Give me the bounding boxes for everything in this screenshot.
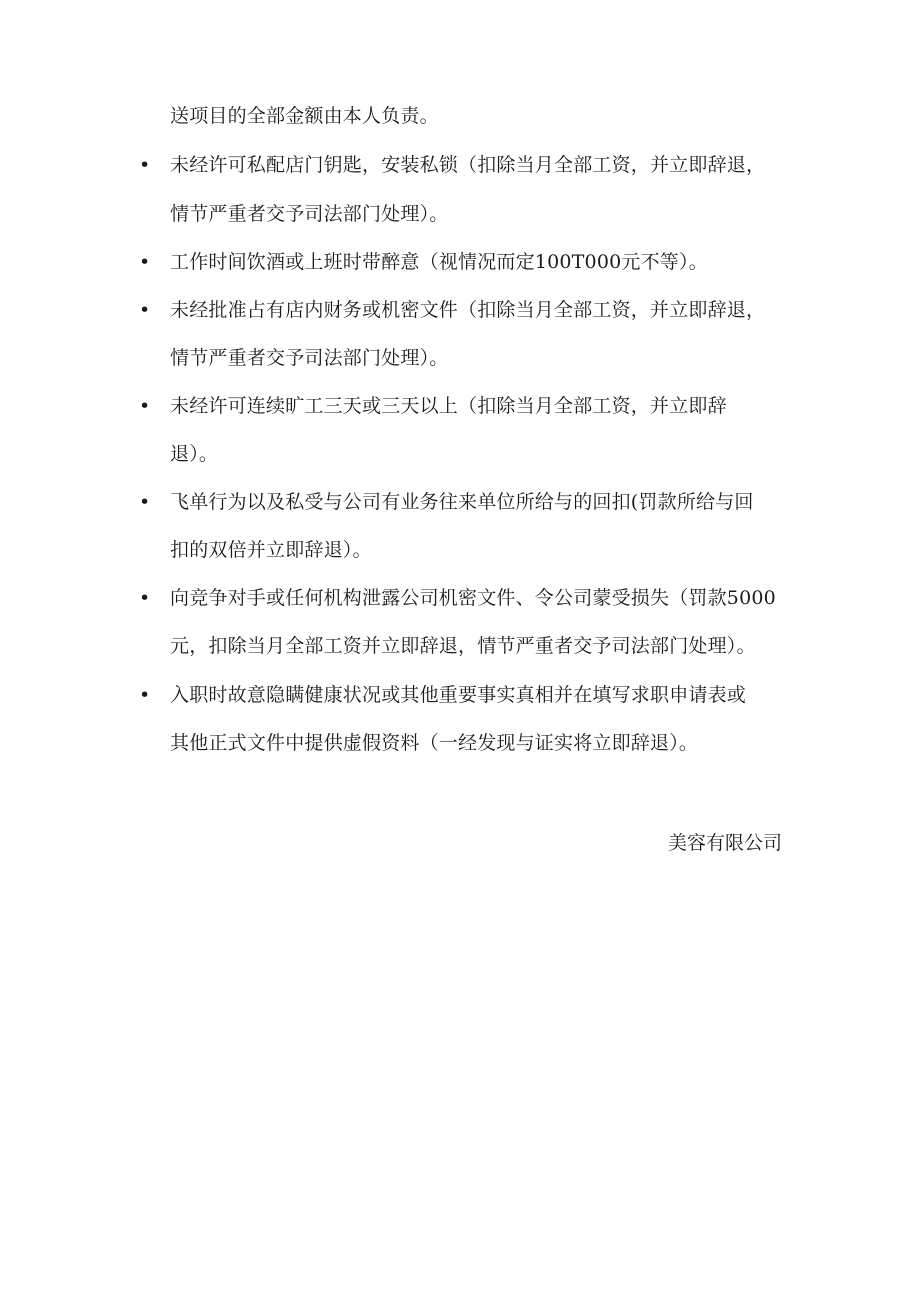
list-item-line: 未经许可私配店门钥匙，安装私锁（扣除当月全部工资，并立即辞退， xyxy=(170,154,766,176)
list-item-line: 扣的双倍并立即辞退）。 xyxy=(170,539,372,561)
list-item-line: 入职时故意隐瞒健康状况或其他重要事实真相并在填写求职申请表或 xyxy=(170,684,747,706)
list-item-line: 退）。 xyxy=(170,443,219,465)
bullet-marker: • xyxy=(139,299,151,321)
list-item-line: 未经许可连续旷工三天或三天以上（扣除当月全部工资，并立即辞 xyxy=(170,395,727,417)
list-item-line: 未经批准占有店内财务或机密文件（扣除当月全部工资，并立即辞退， xyxy=(170,299,766,321)
bullet-marker: • xyxy=(139,395,151,417)
list-item-line: 其他正式文件中提供虚假资料（一经发现与证实将立即辞退）。 xyxy=(170,732,699,754)
continuation-line: 送项目的全部金额由本人负责。 xyxy=(170,105,439,127)
list-item-line: 元，扣除当月全部工资并立即辞退，情节严重者交予司法部门处理）。 xyxy=(170,635,756,657)
list-item-line: 向竞争对手或任何机构泄露公司机密文件、令公司蒙受损失（罚款5000 xyxy=(170,587,776,609)
bullet-marker: • xyxy=(139,251,151,273)
bullet-marker: • xyxy=(139,491,151,513)
list-item-line: 情节严重者交予司法部门处理）。 xyxy=(170,347,449,369)
bullet-marker: • xyxy=(139,154,151,176)
company-signature: 美容有限公司 xyxy=(667,832,782,854)
list-item-line: 工作时间饮酒或上班时带醉意（视情况而定100T000元不等）。 xyxy=(170,251,708,273)
bullet-marker: • xyxy=(139,684,151,706)
list-item-line: 情节严重者交予司法部门处理）。 xyxy=(170,203,449,225)
list-item-line: 飞单行为以及私受与公司有业务往来单位所给与的回扣(罚款所给与回 xyxy=(170,491,754,513)
bullet-marker: • xyxy=(139,587,151,609)
